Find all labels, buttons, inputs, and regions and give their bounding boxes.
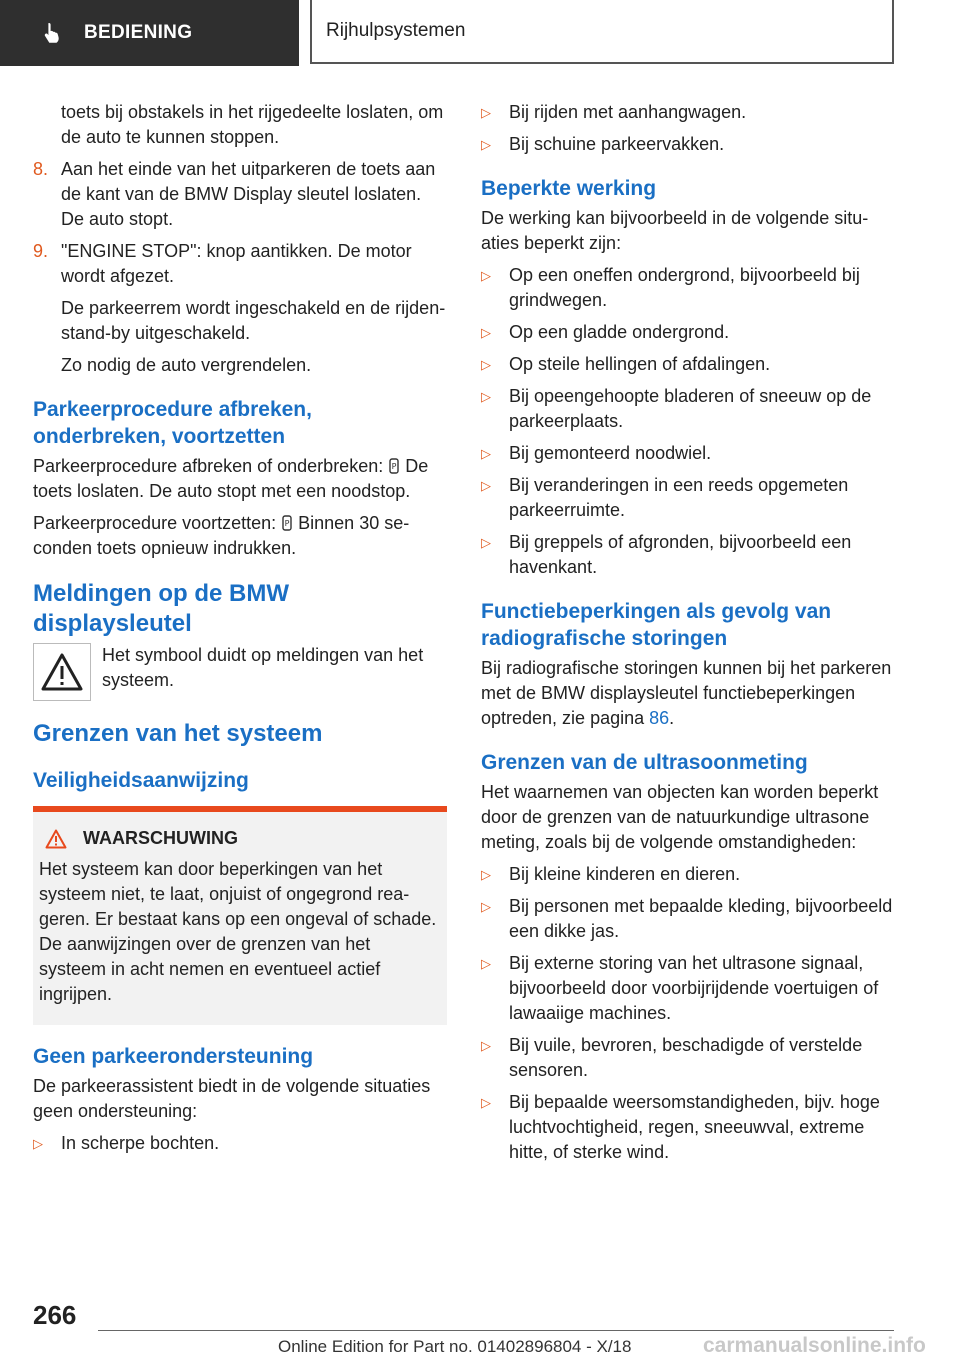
right-column <box>481 100 895 1172</box>
limited-intro: De werking kan bijvoorbeeld in de volgende situaties beperkt zijn: <box>481 208 869 253</box>
list-item: ▷ Bij greppels of afgronden, bijvoorbeeld een havenkant. <box>481 530 895 580</box>
step-9-sub-1: De parkeerrem wordt ingeschakeld en de rijden-stand-by uitgeschakeld. <box>61 298 446 343</box>
list-item: ▷ Bij bepaalde weersomstandigheden, bijv. hoge luchtvochtigheid, regen, sneeuwval, extreme hitte, of sterke wind. <box>481 1090 895 1165</box>
step-text: Aan het einde van het uitparkeren de toets aan de kant van de BMW Display sleutel loslaten. De auto stopt. <box>61 159 436 229</box>
header-chapter-label: Rijhulpsystemen <box>326 20 466 41</box>
step-text: "ENGINE STOP": knop aantikken. De motor wordt afgezet. <box>61 241 412 286</box>
heading-ultrasound: Grenzen van de ultrasoonmeting <box>481 751 808 774</box>
heading-no-support: Geen parkeerondersteuning <box>33 1045 314 1068</box>
page-number: 266 <box>33 1300 77 1330</box>
bullet-icon: ▷ <box>33 1136 43 1151</box>
bullet-icon: ▷ <box>481 1095 491 1110</box>
list-item: ▷ In scherpe bochten. <box>33 1131 447 1156</box>
step-number: 8. <box>33 159 49 179</box>
abort-p2-start: Parkeerprocedure voortzetten: <box>33 513 277 533</box>
bullet-icon: ▷ <box>481 1038 491 1053</box>
list-item: ▷ Op steile hellingen of afdalingen. <box>481 352 895 377</box>
footer-divider <box>98 1330 894 1331</box>
step-8 <box>33 157 447 232</box>
step-9 <box>33 239 447 289</box>
list-item: ▷ Bij rijden met aanhangwagen. <box>481 100 895 125</box>
step-continuation: toets bij obstakels in het rijgedeelte loslaten, om de auto te kunnen stoppen. <box>61 102 444 147</box>
no-support-intro: De parkeerassistent biedt in de volgende situaties geen ondersteuning: <box>33 1076 431 1121</box>
warning-title-text: WAARSCHUWING <box>83 828 238 848</box>
list-item: ▷ Bij schuine parkeervakken. <box>481 132 895 157</box>
header-section-tab <box>0 0 299 66</box>
heading-radio-interference: Functiebeperkingen als gevolg van radiografische storingen <box>481 600 832 650</box>
heading-limited: Beperkte werking <box>481 177 657 200</box>
abort-p2-end: Binnen 30 seconden toets opnieuw indrukken. <box>33 513 410 558</box>
bullet-icon: ▷ <box>481 325 491 340</box>
bullet-icon: ▷ <box>481 867 491 882</box>
warning-triangle-icon <box>45 829 67 849</box>
list-item: ▷ Bij veranderingen in een reeds opgemeten parkeerruimte. <box>481 473 895 523</box>
warning-text: Het systeem kan door beperkingen van het systeem niet, te laat, onjuist of ongegrond reageren. Er bestaat kans op een ongeval of schade. De aanwijzingen over de grenzen van het systeem in acht nemen en eventueel actief ingrijpen. <box>39 859 437 1004</box>
list-item: ▷ Bij externe storing van het ultrasone signaal, bijvoorbeeld door voorbijrijdende voertuigen of lawaaiige machines. <box>481 951 895 1026</box>
footer-edition: Online Edition for Part no. 01402896804 - X/18 <box>278 1337 632 1356</box>
list-item: ▷ Bij kleine kinderen en dieren. <box>481 862 895 887</box>
bullet-icon: ▷ <box>481 478 491 493</box>
list-item: ▷ Bij opeengehoopte bladeren of sneeuw op de parkeerplaats. <box>481 384 895 434</box>
park-button-icon <box>389 458 399 474</box>
notice-messages <box>33 643 447 701</box>
bullet-icon: ▷ <box>481 899 491 914</box>
list-item: ▷ Bij gemonteerd noodwiel. <box>481 441 895 466</box>
warning-triangle-icon <box>33 643 91 701</box>
page-link[interactable]: 86 <box>649 708 670 728</box>
hand-pointer-icon <box>40 21 64 45</box>
ultrasound-intro: Het waarnemen van objecten kan worden beperkt door de grenzen van de natuurkundige ultrasone meting, zoals bij de volgende omstandigheden: <box>481 782 879 852</box>
heading-safety: Veiligheidsaanwijzing <box>33 769 249 792</box>
list-item: ▷ Op een oneffen ondergrond, bijvoorbeeld bij grindwegen. <box>481 263 895 313</box>
left-column <box>33 100 447 1163</box>
abort-p1-start: Parkeerprocedure afbreken of onderbreken: <box>33 456 384 476</box>
list-item: ▷ Bij vuile, bevroren, beschadigde of verstelde sensoren. <box>481 1033 895 1083</box>
warning-title <box>39 826 439 851</box>
list-item: ▷ Bij personen met bepaalde kleding, bijvoorbeeld een dikke jas. <box>481 894 895 944</box>
bullet-icon: ▷ <box>481 105 491 120</box>
bullet-icon: ▷ <box>481 357 491 372</box>
watermark: carmanualsonline.info <box>703 1334 926 1357</box>
abort-paragraph-1 <box>33 454 447 504</box>
header-chapter <box>310 0 894 64</box>
abort-paragraph-2 <box>33 511 447 561</box>
radio-paragraph: Bij radiografische storingen kunnen bij het parkeren met de BMW displaysleutel functiebeperkingen optreden, zie pagina 86. <box>481 658 892 728</box>
step-9-sub-2: Zo nodig de auto vergrendelen. <box>61 355 312 375</box>
header-section-label: BEDIENING <box>84 22 193 43</box>
bullet-icon: ▷ <box>481 446 491 461</box>
bullet-icon: ▷ <box>481 535 491 550</box>
abort-p1-end: De toets loslaten. De auto stopt met een noodstop. <box>33 456 429 501</box>
heading-messages: Meldingen op de BMW displaysleutel <box>33 580 289 637</box>
warning-box <box>33 806 447 1025</box>
step-number: 9. <box>33 241 49 261</box>
park-button-icon <box>282 515 292 531</box>
bullet-icon: ▷ <box>481 137 491 152</box>
bullet-icon: ▷ <box>481 389 491 404</box>
list-item: ▷ Op een gladde ondergrond. <box>481 320 895 345</box>
notice-text: Het symbool duidt op meldingen van het systeem. <box>102 645 424 690</box>
svg-text:P: P <box>284 519 290 528</box>
bullet-icon: ▷ <box>481 956 491 971</box>
heading-abort: Parkeerprocedure afbreken, onderbreken, voortzetten <box>33 398 312 448</box>
svg-text:P: P <box>391 462 397 471</box>
heading-system-limits: Grenzen van het systeem <box>33 720 323 747</box>
bullet-icon: ▷ <box>481 268 491 283</box>
